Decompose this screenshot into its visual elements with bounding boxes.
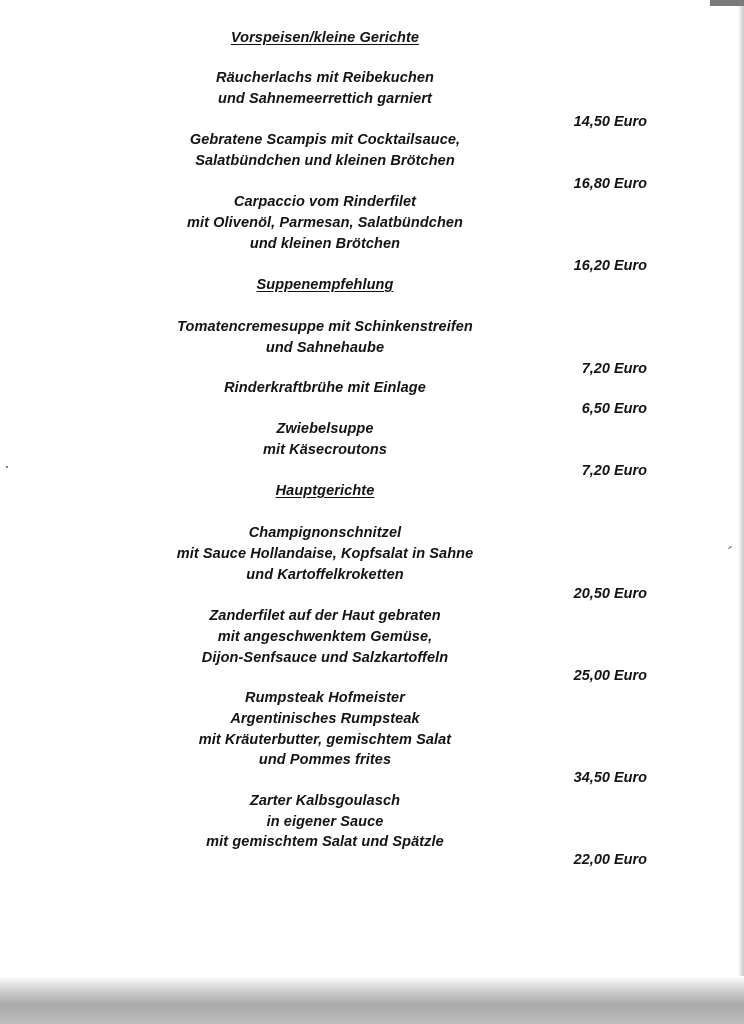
item-line: mit gemischtem Salat und Spätzle: [206, 834, 444, 850]
item-price: 16,20 Euro: [573, 258, 647, 274]
scan-right-edge: [738, 0, 744, 1024]
item-price: 25,00 Euro: [573, 668, 647, 684]
item-line: mit Olivenöl, Parmesan, Salatbündchen: [186, 215, 464, 231]
item-line: Champignonschnitzel: [248, 525, 402, 541]
item-line: mit Käsecroutons: [262, 442, 388, 458]
section-heading-suppenempfehlung: Suppenempfehlung: [256, 277, 394, 293]
item-line: Räucherlachs mit Reibekuchen: [216, 70, 434, 86]
item-line: Rinderkraftbrühe mit Einlage: [224, 380, 426, 396]
item-line: mit Sauce Hollandaise, Kopfsalat in Sahne: [176, 546, 474, 562]
section-heading-vorspeisen: Vorspeisen/kleine Gerichte: [230, 30, 420, 46]
item-line: und Sahnehaube: [265, 340, 385, 356]
item-line: Zanderfilet auf der Haut gebraten: [209, 608, 441, 624]
item-price: 7,20 Euro: [581, 463, 647, 479]
item-line: Carpaccio vom Rinderfilet: [233, 194, 417, 210]
item-line: Rumpsteak Hofmeister: [245, 690, 405, 706]
item-line: Dijon-Senfsauce und Salzkartoffeln: [201, 650, 449, 666]
item-price: 14,50 Euro: [573, 114, 647, 130]
section-heading-hauptgerichte: Hauptgerichte: [275, 483, 375, 499]
item-price: 34,50 Euro: [573, 770, 647, 786]
item-line: in eigener Sauce: [266, 814, 384, 830]
item-price: 6,50 Euro: [581, 401, 647, 417]
item-price: 7,20 Euro: [581, 361, 647, 377]
item-price: 20,50 Euro: [573, 586, 647, 602]
item-line: Gebratene Scampis mit Cocktailsauce,: [189, 132, 461, 148]
scan-corner-mark: [710, 0, 744, 6]
item-line: Salatbündchen und kleinen Brötchen: [195, 153, 455, 169]
item-price: 16,80 Euro: [573, 176, 647, 192]
item-line: und Kartoffelkroketten: [246, 567, 404, 583]
scan-speck: [6, 466, 8, 468]
item-line: mit angeschwenktem Gemüse,: [217, 629, 433, 645]
item-line: Tomatencremesuppe mit Schinkenstreifen: [177, 319, 473, 335]
item-line: und Sahnemeerrettich garniert: [217, 91, 432, 107]
item-line: Argentinisches Rumpsteak: [230, 711, 420, 727]
item-line: Zwiebelsuppe: [276, 421, 374, 437]
item-line: und kleinen Brötchen: [249, 236, 401, 252]
item-line: Zarter Kalbsgoulasch: [249, 793, 401, 809]
item-line: und Pommes frites: [258, 752, 392, 768]
scan-speck: [728, 546, 732, 549]
item-price: 22,00 Euro: [573, 852, 647, 868]
scan-bottom-edge: [0, 976, 744, 1024]
item-line: mit Kräuterbutter, gemischtem Salat: [198, 732, 452, 748]
